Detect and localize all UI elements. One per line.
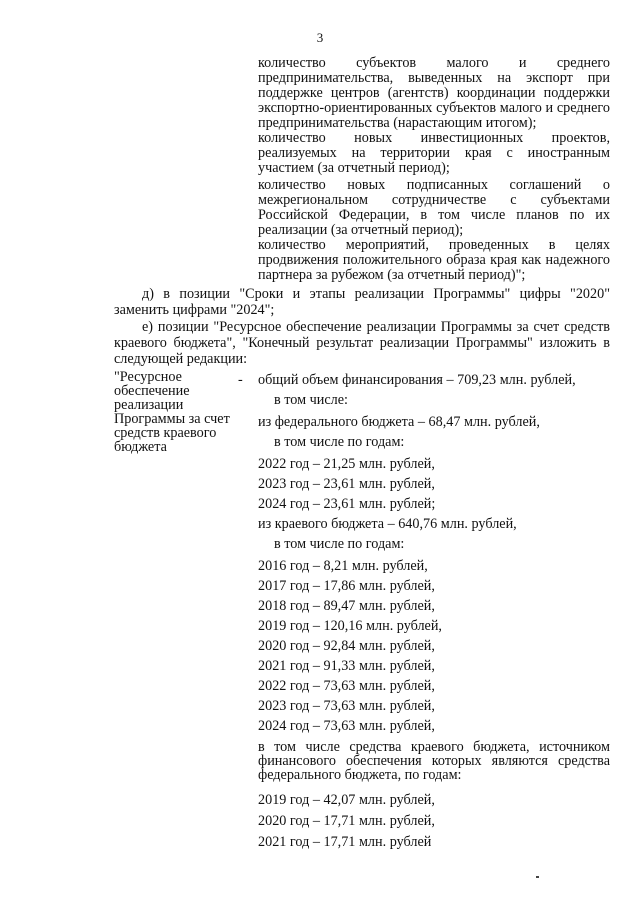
item-d-paragraph: д) в позиции "Сроки и этапы реализации Программы" цифры "2020" заменить цифрами "2024"; xyxy=(114,286,610,318)
indicator-paragraph: количество субъектов малого и среднего предпринимательства, выведенных на экспорт при поддержке центров (агентств) координации поддержки экспортно-ориентированных субъектов малого и среднего предпринимательства (нарастающим итогом); xyxy=(258,55,610,131)
indicator-paragraph: количество новых подписанных соглашений о межрегиональном сотрудничестве с субъектами Российской Федерации, в том числе планов по их реализации (за отчетный период); xyxy=(258,177,610,238)
source-year-line: 2020 год – 17,71 млн. рублей, xyxy=(258,813,435,829)
page-number: 3 xyxy=(316,30,324,45)
regional-year-line: 2024 год – 73,63 млн. рублей, xyxy=(258,718,435,734)
regional-year-line: 2018 год – 89,47 млн. рублей, xyxy=(258,598,435,614)
regional-total: из краевого бюджета – 640,76 млн. рублей, xyxy=(258,516,517,532)
total-funding: общий объем финансирования – 709,23 млн. рублей, xyxy=(258,372,576,388)
including-label: в том числе: xyxy=(274,392,348,408)
regional-year-line: 2019 год – 120,16 млн. рублей, xyxy=(258,618,442,634)
indicator-paragraph: количество мероприятий, проведенных в целях продвижения положительного образа края как надежного партнера за рубежом (за отчетный период)"; xyxy=(258,237,610,283)
federal-total: из федерального бюджета – 68,47 млн. рублей, xyxy=(258,414,540,430)
regional-year-line: 2022 год – 73,63 млн. рублей, xyxy=(258,678,435,694)
indicator-paragraph: количество новых инвестиционных проектов, реализуемых на территории края с иностранным участием (за отчетный период); xyxy=(258,130,610,176)
by-years-label: в том числе по годам: xyxy=(274,536,405,552)
federal-source-note: в том числе средства краевого бюджета, источником финансового обеспечения которых являются средства федерального бюджета, по годам: xyxy=(258,739,610,783)
federal-year-line: 2023 год – 23,61 млн. рублей, xyxy=(258,476,435,492)
regional-year-line: 2021 год – 91,33 млн. рублей, xyxy=(258,658,435,674)
source-year-line: 2019 год – 42,07 млн. рублей, xyxy=(258,792,435,808)
table-dash: - xyxy=(238,372,243,388)
item-e-paragraph: е) позиции "Ресурсное обеспечение реализации Программы за счет средств краевого бюджета", "Конечный результат реализации Программы" изложить в следующей редакции: xyxy=(114,319,610,367)
regional-year-line: 2016 год – 8,21 млн. рублей, xyxy=(258,558,428,574)
regional-year-line: 2017 год – 17,86 млн. рублей, xyxy=(258,578,435,594)
regional-year-line: 2023 год – 73,63 млн. рублей, xyxy=(258,698,435,714)
scan-speck xyxy=(536,876,539,878)
table-label: "Ресурсное обеспечение реализации Программы за счет средств краевого бюджета xyxy=(114,369,230,455)
federal-year-line: 2022 год – 21,25 млн. рублей, xyxy=(258,456,435,472)
regional-year-line: 2020 год – 92,84 млн. рублей, xyxy=(258,638,435,654)
federal-year-line: 2024 год – 23,61 млн. рублей; xyxy=(258,496,436,512)
by-years-label: в том числе по годам: xyxy=(274,434,405,450)
source-year-line: 2021 год – 17,71 млн. рублей xyxy=(258,834,432,850)
